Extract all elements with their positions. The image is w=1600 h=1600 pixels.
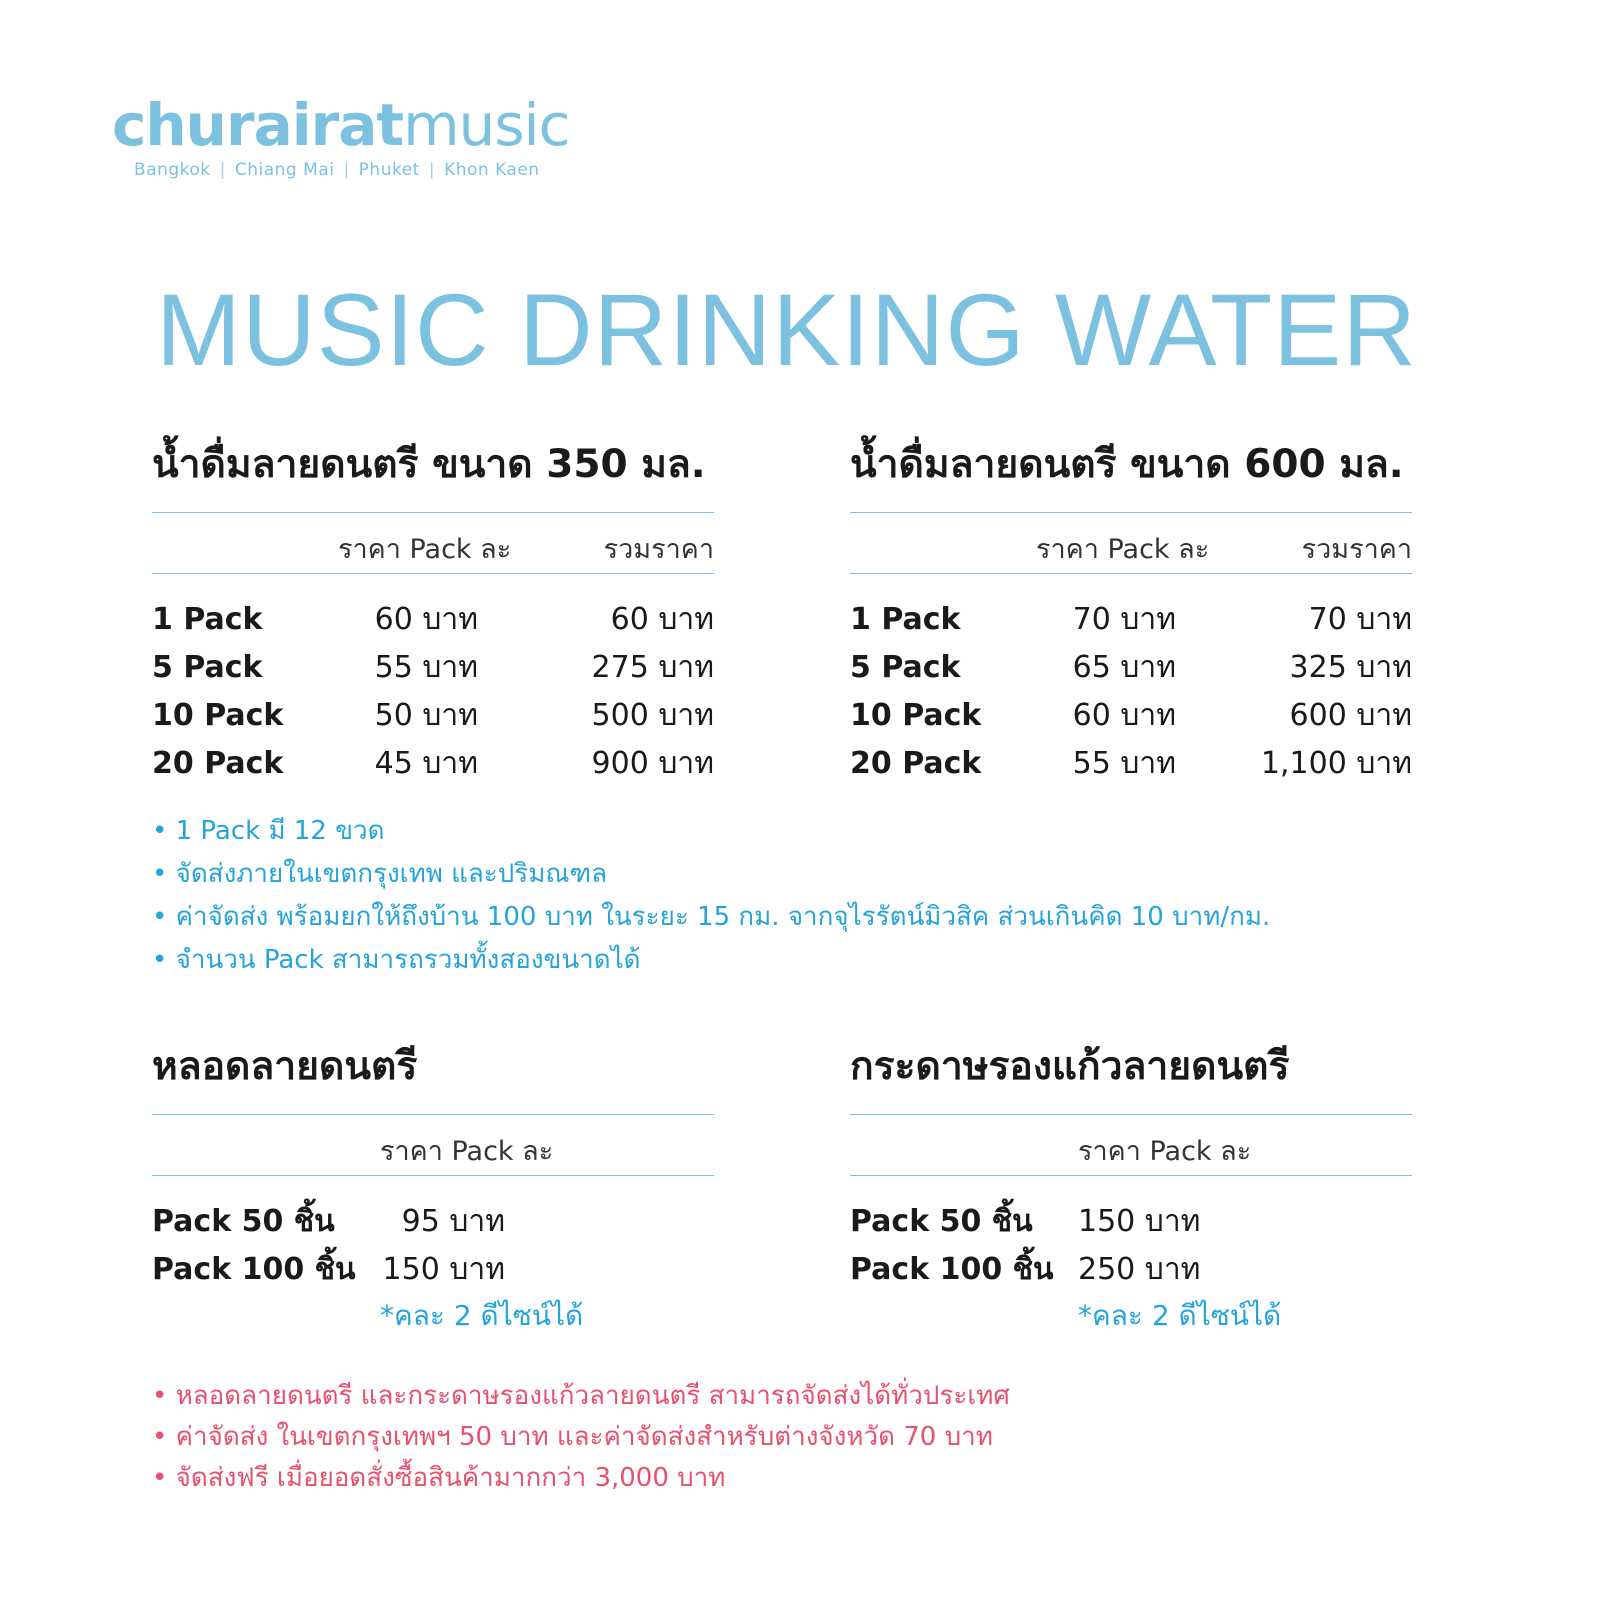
unit-price: 150 บาท xyxy=(382,1252,505,1287)
note-item: • 1 Pack มี 12 ขวด xyxy=(152,810,1270,853)
design-note: *คละ 2 ดีไซน์ได้ xyxy=(380,1299,584,1332)
city-label: Khon Kaen xyxy=(444,160,540,180)
table-row xyxy=(850,1198,1412,1246)
shipping-notes xyxy=(152,1376,1010,1499)
city-separator: | xyxy=(428,160,436,180)
unit-price: 250 บาท xyxy=(1078,1252,1201,1287)
divider xyxy=(152,1175,714,1176)
design-note: *คละ 2 ดีไซน์ได้ xyxy=(1078,1299,1282,1332)
water-notes xyxy=(152,810,1270,982)
pack-label: Pack 50 ชิ้น xyxy=(152,1204,335,1239)
section-heading: กระดาษรองแก้วลายดนตรี xyxy=(850,1044,1290,1089)
column-header xyxy=(152,513,714,573)
unit-price: 95 บาท xyxy=(401,1204,505,1239)
section-heading: น้ำดื่มลายดนตรี ขนาด 350 มล. xyxy=(152,442,706,487)
pack-label: 10 Pack xyxy=(850,698,982,733)
pack-label: Pack 100 ชิ้น xyxy=(850,1252,1054,1287)
column-header xyxy=(850,513,1412,573)
city-separator: | xyxy=(219,160,226,180)
logo-brand-bold: churairat xyxy=(112,91,404,159)
total-price: 500 บาท xyxy=(591,698,714,733)
note-item: • ค่าจัดส่ง ในเขตกรุงเทพฯ 50 บาท และค่าจัดส่งสำหรับต่างจังหวัด 70 บาท xyxy=(152,1417,1010,1458)
pack-label: 5 Pack xyxy=(850,650,961,685)
note-item: • จัดส่งฟรี เมื่อยอดสั่งซื้อสินค้ามากกว่า 3,000 บาท xyxy=(152,1458,1010,1499)
logo-wordmark xyxy=(112,92,570,158)
table-row xyxy=(850,1246,1412,1294)
pack-label: 1 Pack xyxy=(152,602,263,637)
logo-cities xyxy=(134,160,570,180)
table-row xyxy=(152,644,714,692)
price-table xyxy=(850,596,1412,788)
price-table xyxy=(850,1198,1412,1294)
column-unit-price: ราคา Pack ละ xyxy=(338,534,512,565)
table-row xyxy=(152,740,714,788)
table-row xyxy=(850,740,1412,788)
total-price: 1,100 บาท xyxy=(1260,746,1412,781)
column-header xyxy=(152,1115,714,1175)
divider xyxy=(850,1175,1412,1176)
page-title: MUSIC DRINKING WATER xyxy=(156,273,1417,387)
price-table xyxy=(152,1198,714,1294)
coaster-section xyxy=(850,1042,1412,1338)
table-row xyxy=(850,644,1412,692)
city-label: Chiang Mai xyxy=(234,160,335,180)
divider xyxy=(152,573,714,574)
table-row xyxy=(152,596,714,644)
total-price: 70 บาท xyxy=(1308,602,1412,637)
unit-price: 150 บาท xyxy=(1078,1204,1201,1239)
city-label: Bangkok xyxy=(134,160,211,180)
note-item: • ค่าจัดส่ง พร้อมยกให้ถึงบ้าน 100 บาท ในระยะ 15 กม. จากจุไรรัตน์มิวสิค ส่วนเกินคิด 10 บาท/กม. xyxy=(152,896,1270,939)
total-price: 275 บาท xyxy=(591,650,714,685)
section-heading: หลอดลายดนตรี xyxy=(152,1044,418,1089)
pack-label: Pack 50 ชิ้น xyxy=(850,1204,1033,1239)
unit-price: 65 บาท xyxy=(1072,650,1176,685)
pack-label: 20 Pack xyxy=(850,746,982,781)
total-price: 325 บาท xyxy=(1289,650,1412,685)
unit-price: 70 บาท xyxy=(1072,602,1176,637)
unit-price: 60 บาท xyxy=(374,602,478,637)
price-table xyxy=(152,596,714,788)
column-total-price: รวมราคา xyxy=(1301,534,1412,565)
unit-price: 50 บาท xyxy=(374,698,478,733)
table-row xyxy=(850,692,1412,740)
table-row xyxy=(152,1198,714,1246)
city-label: Phuket xyxy=(358,160,420,180)
total-price: 900 บาท xyxy=(591,746,714,781)
pack-label: 20 Pack xyxy=(152,746,284,781)
pack-label: 1 Pack xyxy=(850,602,961,637)
pack-label: 5 Pack xyxy=(152,650,263,685)
water-600-section xyxy=(850,440,1412,788)
table-row xyxy=(152,692,714,740)
logo-brand-light: music xyxy=(403,91,570,159)
unit-price: 55 บาท xyxy=(374,650,478,685)
unit-price: 55 บาท xyxy=(1072,746,1176,781)
note-item: • จำนวน Pack สามารถรวมทั้งสองขนาดได้ xyxy=(152,939,1270,982)
city-separator: | xyxy=(343,160,350,180)
section-heading: น้ำดื่มลายดนตรี ขนาด 600 มล. xyxy=(850,442,1404,487)
table-row xyxy=(850,596,1412,644)
column-total-price: รวมราคา xyxy=(603,534,714,565)
column-header xyxy=(850,1115,1412,1175)
note-item: • จัดส่งภายในเขตกรุงเทพ และปริมณฑล xyxy=(152,853,1270,896)
note-item: • หลอดลายดนตรี และกระดาษรองแก้วลายดนตรี สามารถจัดส่งได้ทั่วประเทศ xyxy=(152,1376,1010,1417)
total-price: 60 บาท xyxy=(610,602,714,637)
column-unit-price: ราคา Pack ละ xyxy=(1036,534,1210,565)
column-unit-price: ราคา Pack ละ xyxy=(1078,1136,1252,1167)
pack-label: 10 Pack xyxy=(152,698,284,733)
unit-price: 45 บาท xyxy=(374,746,478,781)
water-350-section xyxy=(152,440,714,788)
divider xyxy=(850,573,1412,574)
column-unit-price: ราคา Pack ละ xyxy=(380,1136,554,1167)
table-row xyxy=(152,1246,714,1294)
pack-label: Pack 100 ชิ้น xyxy=(152,1252,356,1287)
total-price: 600 บาท xyxy=(1289,698,1412,733)
unit-price: 60 บาท xyxy=(1072,698,1176,733)
straw-section xyxy=(152,1042,714,1338)
brand-logo xyxy=(112,92,570,180)
